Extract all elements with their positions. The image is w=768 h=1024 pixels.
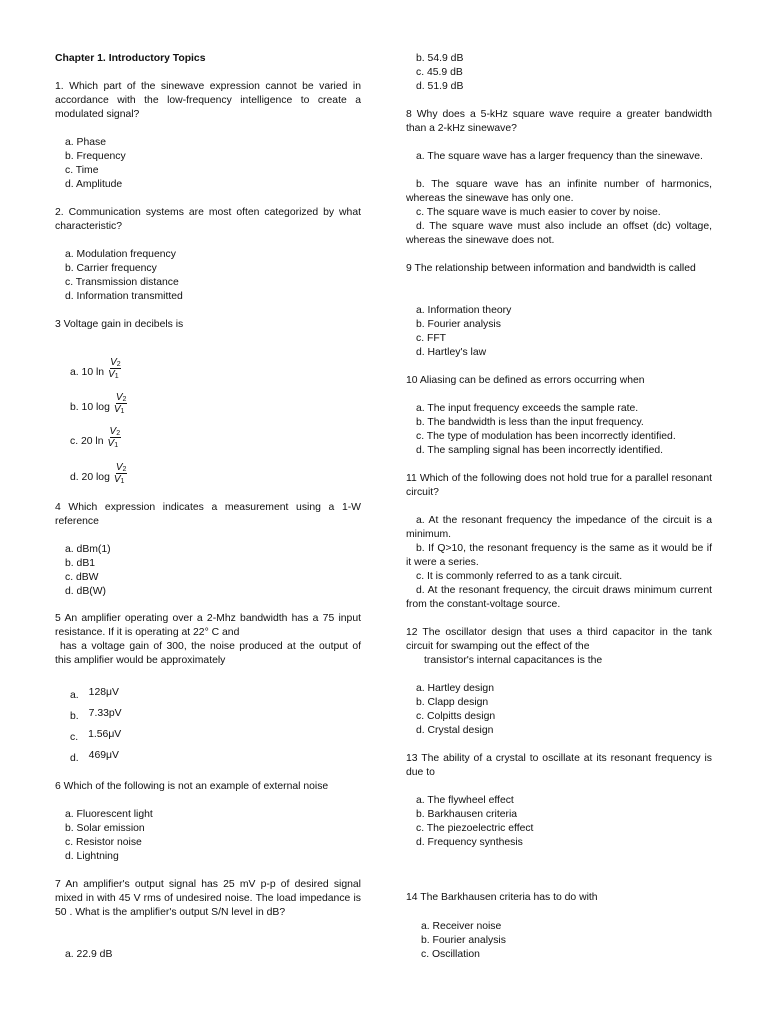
question-13-text: 13 The ability of a crystal to oscillate at its resonant frequency is due to xyxy=(406,753,712,778)
fraction-v2-over-v1: $\frac{V2}{V1}$ xyxy=(113,392,127,415)
question-12-option-d: d. Crystal design xyxy=(416,725,494,736)
question-12-text: 12 The oscillator design that uses a third capacitor in the tank circuit for swamping out the effect of the xyxy=(406,627,712,652)
question-3-option-c-label: c. 20 ln xyxy=(70,436,104,447)
question-3-option-d xyxy=(55,462,361,485)
question-11-option-c: c. It is commonly referred to as a tank circuit. xyxy=(416,571,623,582)
question-10-option-a: a. The input frequency exceeds the sample rate. xyxy=(416,403,639,414)
question-2-option-a: a. Modulation frequency xyxy=(65,249,176,260)
question-3-option-a-label: a. 10 ln xyxy=(70,367,105,378)
question-10-option-b: b. The bandwidth is less than the input frequency. xyxy=(416,417,644,428)
question-1-option-d: d. Amplitude xyxy=(65,179,123,190)
value-1-56uv: 1.56μV xyxy=(88,729,122,740)
question-3-option-a xyxy=(55,357,361,380)
question-12-text-continued: transistor's internal capacitances is the xyxy=(424,655,603,666)
question-9-option-c: c. FFT xyxy=(416,333,447,344)
question-5-text-continued: has a voltage gain of 300, the noise produced at the output of this amplifier would be approximately xyxy=(55,641,361,666)
question-9-option-b: b. Fourier analysis xyxy=(416,319,501,330)
value-7-33pv: 7.33pV xyxy=(88,708,122,719)
question-11-text: 11 Which of the following does not hold true for a parallel resonant circuit? xyxy=(406,473,712,498)
question-12-option-a: a. Hartley design xyxy=(416,683,494,694)
question-3-option-b xyxy=(55,392,361,415)
value-128uv: 128μV xyxy=(88,687,119,698)
question-6-text: 6 Which of the following is not an example of external noise xyxy=(55,781,329,792)
question-12-option-b: b. Clapp design xyxy=(416,697,489,708)
question-2-option-c: c. Transmission distance xyxy=(65,277,179,288)
question-4-option-a: a. dBm(1) xyxy=(65,544,111,555)
question-14-option-a: a. Receiver noise xyxy=(421,921,502,932)
question-14-option-b: b. Fourier analysis xyxy=(421,935,506,946)
question-4-option-d: d. dB(W) xyxy=(65,586,106,597)
question-5-option-d: d. 469μV xyxy=(70,750,119,764)
question-13-option-d: d. Frequency synthesis xyxy=(416,837,523,848)
question-2-option-d: d. Information transmitted xyxy=(65,291,183,302)
question-1-option-c: c. Time xyxy=(65,165,99,176)
question-11-option-a: a. At the resonant frequency the impedance of the circuit is a minimum. xyxy=(406,515,712,540)
question-5-text: 5 An amplifier operating over a 2-Mhz bandwidth has a 75 input resistance. If it is operating at 22° C and xyxy=(55,613,361,638)
question-7-option-d: d. 51.9 dB xyxy=(416,81,464,92)
question-8-option-a: a. The square wave has a larger frequency than the sinewave. xyxy=(416,151,703,162)
question-3-text: 3 Voltage gain in decibels is xyxy=(55,319,184,330)
question-10-text: 10 Aliasing can be defined as errors occurring when xyxy=(406,375,645,386)
question-14-option-c: c. Oscillation xyxy=(421,949,480,960)
question-8-text: 8 Why does a 5-kHz square wave require a greater bandwidth than a 2-kHz sinewave? xyxy=(406,109,712,134)
question-8-option-b: b. The square wave has an infinite number of harmonics, whereas the sinewave has only one. xyxy=(406,179,712,204)
question-7-option-b: b. 54.9 dB xyxy=(416,53,464,64)
question-8-option-c: c. The square wave is much easier to cover by noise. xyxy=(416,207,661,218)
question-1-option-a: a. Phase xyxy=(65,137,107,148)
question-4-option-b: b. dB1 xyxy=(65,558,96,569)
question-5-option-b: b. 7.33pV xyxy=(70,708,122,722)
chapter-title: Chapter 1. Introductory Topics xyxy=(55,53,206,64)
question-13-option-c: c. The piezoelectric effect xyxy=(416,823,534,834)
fraction-v2-over-v1: $\frac{V2}{V1}$ xyxy=(107,426,121,449)
question-14-text: 14 The Barkhausen criteria has to do with xyxy=(406,892,598,903)
question-10-option-c: c. The type of modulation has been incorrectly identified. xyxy=(416,431,676,442)
question-7-option-a: a. 22.9 dB xyxy=(65,949,113,960)
question-13-option-b: b. Barkhausen criteria xyxy=(416,809,518,820)
fraction-v2-over-v1: $\frac{V2}{V1}$ xyxy=(113,462,127,485)
question-7-option-c: c. 45.9 dB xyxy=(416,67,463,78)
fraction-v2-over-v1: $\frac{V2}{V1}$ xyxy=(108,357,121,380)
question-2-text: 2. Communication systems are most often categorized by what characteristic? xyxy=(55,207,361,232)
question-9-text: 9 The relationship between information and bandwidth is called xyxy=(406,263,696,274)
question-6-option-b: b. Solar emission xyxy=(65,823,145,834)
question-2-option-b: b. Carrier frequency xyxy=(65,263,157,274)
question-7-text: 7 An amplifier's output signal has 25 mV p-p of desired signal mixed in with 45 V rms of undesired noise. The load impedance is 50 . What is the amplifier's output S/N level in dB? xyxy=(55,879,361,918)
question-3-option-d-label: d. 20 log xyxy=(70,472,110,483)
question-6-option-c: c. Resistor noise xyxy=(65,837,142,848)
question-3-option-c xyxy=(55,426,361,449)
question-1-option-b: b. Frequency xyxy=(65,151,126,162)
question-8-option-d: d. The square wave must also include an offset (dc) voltage, whereas the sinewave does not. xyxy=(406,221,712,246)
question-5-option-a: a. 128μV xyxy=(70,687,119,701)
question-3-option-b-label: b. 10 log xyxy=(70,402,110,413)
question-6-option-a: a. Fluorescent light xyxy=(65,809,153,820)
value-469uv: 469μV xyxy=(88,750,119,761)
question-11-option-d: d. At the resonant frequency, the circuit draws minimum current from the constant-voltage source. xyxy=(406,585,712,610)
question-1-text: 1. Which part of the sinewave expression cannot be varied in accordance with the low-frequency intelligence to create a modulated signal? xyxy=(55,81,361,120)
question-10-option-d: d. The sampling signal has been incorrectly identified. xyxy=(416,445,664,456)
question-13-option-a: a. The flywheel effect xyxy=(416,795,514,806)
question-4-text: 4 Which expression indicates a measurement using a 1-W reference xyxy=(55,502,361,527)
question-6-option-d: d. Lightning xyxy=(65,851,119,862)
question-9-option-d: d. Hartley's law xyxy=(416,347,487,358)
question-12-option-c: c. Colpitts design xyxy=(416,711,496,722)
question-11-option-b: b. If Q>10, the resonant frequency is the same as it would be if it were a series. xyxy=(406,543,712,568)
question-5-option-c: c. 1.56μV xyxy=(70,729,122,743)
question-9-option-a: a. Information theory xyxy=(416,305,512,316)
question-4-option-c: c. dBW xyxy=(65,572,99,583)
